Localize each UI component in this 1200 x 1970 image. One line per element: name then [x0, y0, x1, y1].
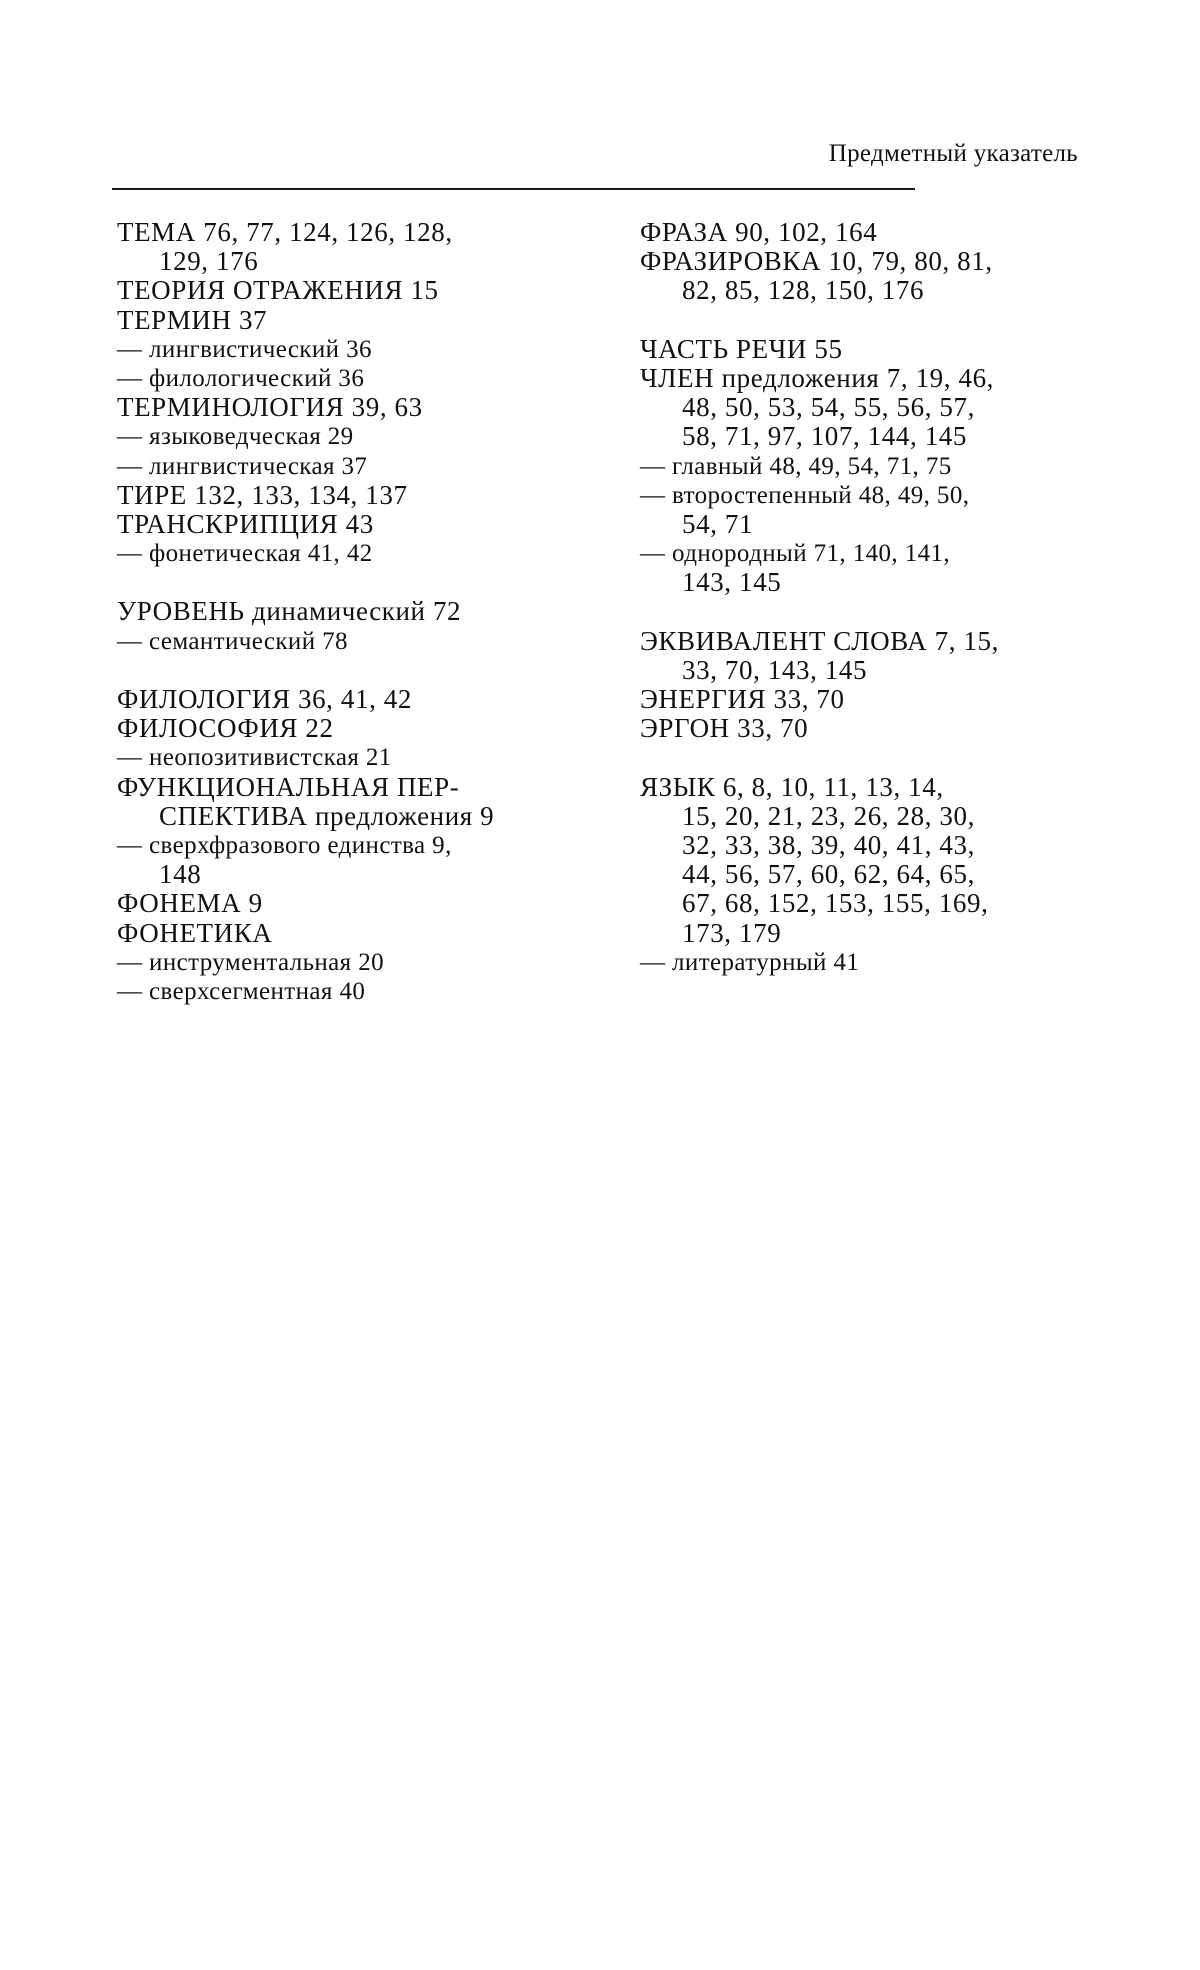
- index-entry: ЧЛЕН предложения 7, 19, 46,: [640, 362, 995, 393]
- index-entry-continuation: 54, 71: [682, 508, 754, 539]
- index-entry: ФРАЗА 90, 102, 164: [640, 217, 878, 247]
- index-subentry: — литературный 41: [640, 948, 860, 976]
- index-entry-continuation: СПЕКТИВА предложения 9: [159, 800, 495, 831]
- index-subentry: — семантический 78: [117, 627, 348, 655]
- index-subentry: — сверхфразового единства 9,: [117, 831, 452, 859]
- running-title: Предметный указатель: [828, 140, 1078, 167]
- index-entry: ЭНЕРГИЯ 33, 70: [640, 684, 845, 714]
- index-gap: [640, 306, 1092, 335]
- index-subentry: — лингвистическая 37: [117, 452, 368, 480]
- index-entry-continuation: 67, 68, 152, 153, 155, 169,: [682, 888, 989, 919]
- index-column-left: [117, 218, 557, 1006]
- index-gap: [640, 597, 1092, 626]
- index-entry: ТРАНСКРИПЦИЯ 43: [117, 508, 374, 539]
- index-entry-continuation: 44, 56, 57, 60, 62, 64, 65,: [682, 859, 975, 890]
- index-entry: ЭКВИВАЛЕНТ СЛОВА 7, 15,: [640, 625, 999, 656]
- index-gap: [640, 743, 1092, 772]
- index-subentry: — второстепенный 48, 49, 50,: [640, 481, 970, 509]
- index-entry-continuation: 33, 70, 143, 145: [682, 654, 868, 685]
- index-entry: ТЕМА 76, 77, 124, 126, 128,: [117, 217, 453, 247]
- index-entry-continuation: 32, 33, 38, 39, 40, 41, 43,: [682, 829, 975, 860]
- index-subentry: — фонетическая 41, 42: [117, 540, 373, 568]
- index-entry-continuation: 129, 176: [159, 246, 259, 277]
- index-entry: ЧАСТЬ РЕЧИ 55: [640, 333, 843, 364]
- index-entry: ЭРГОН 33, 70: [640, 713, 809, 744]
- index-entry-continuation: 148: [159, 859, 202, 890]
- index-subentry: — языковедческая 29: [117, 423, 354, 451]
- index-subentry: — однородный 71, 140, 141,: [640, 540, 951, 568]
- index-subentry: — филологический 36: [117, 364, 365, 392]
- index-entry: ФОНЕТИКА: [117, 917, 273, 948]
- index-subentry: — сверхсегментная 40: [117, 977, 366, 1005]
- index-entry-continuation: 15, 20, 21, 23, 26, 28, 30,: [682, 800, 975, 831]
- index-subentry: — главный 48, 49, 54, 71, 75: [640, 452, 952, 480]
- index-entry-continuation: 58, 71, 97, 107, 144, 145: [682, 421, 967, 452]
- index-entry-continuation: 82, 85, 128, 150, 176: [682, 275, 925, 306]
- index-entry: ФРАЗИРОВКА 10, 79, 80, 81,: [640, 246, 993, 277]
- index-entry: ФОНЕМА 9: [117, 888, 263, 919]
- index-entry: ФИЛОСОФИЯ 22: [117, 713, 334, 744]
- header-rule: [112, 188, 915, 190]
- index-entry: УРОВЕНЬ динамический 72: [117, 596, 462, 627]
- index-entry: ТЕОРИЯ ОТРАЖЕНИЯ 15: [117, 275, 439, 306]
- index-entry: ТЕРМИНОЛОГИЯ 39, 63: [117, 392, 423, 423]
- index-entry-continuation: 173, 179: [682, 917, 782, 948]
- index-gap: [117, 656, 557, 685]
- index-subentry: — неопозитивистская 21: [117, 744, 392, 772]
- index-entry: ЯЗЫК 6, 8, 10, 11, 13, 14,: [640, 771, 944, 802]
- index-column-right: [640, 218, 1092, 977]
- index-entry-continuation: 143, 145: [682, 567, 782, 598]
- index-gap: [117, 568, 557, 597]
- index-entry: ТИРЕ 132, 133, 134, 137: [117, 479, 408, 510]
- index-entry-continuation: 48, 50, 53, 54, 55, 56, 57,: [682, 392, 975, 423]
- index-subentry: — лингвистический 36: [117, 335, 372, 363]
- index-entry: ФУНКЦИОНАЛЬНАЯ ПЕР-: [117, 771, 460, 802]
- index-entry: ФИЛОЛОГИЯ 36, 41, 42: [117, 684, 412, 714]
- index-entry: ТЕРМИН 37: [117, 304, 268, 335]
- index-subentry: — инструментальная 20: [117, 948, 385, 976]
